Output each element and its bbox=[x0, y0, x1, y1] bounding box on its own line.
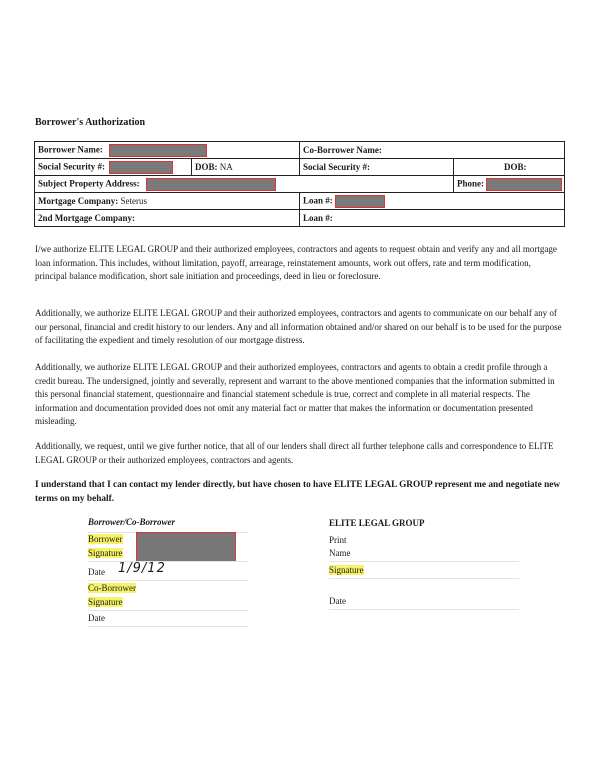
handwritten-date: 1/9/12 bbox=[118, 561, 166, 576]
paragraph-2: Additionally, we authorize ELITE LEGAL GROUP and their authorized employees, contractors and agents to communicate on our behalf any of our personal, financial and credit history to our lenders. Any and all information obtained and/or shared on our behalf is to be used for the purpose of facilitating the expedient and timely resolution of our mortgage distress. bbox=[35, 308, 562, 346]
coborrower-name-cell bbox=[300, 142, 565, 159]
paragraph-3: Additionally, we authorize ELITE LEGAL GROUP and their authorized employees, contractors and agents to obtain a credit profile through a credit bureau. The undersigned, jointly and severally, represent and warrant to the above mentioned companies that the information submitted in this personal financial statement, questionnaire and financial statement schedule is true, correct and complete in all material respects. The information and documentation provided does not omit any material fact or matter that makes the information or documentation presented misleading. bbox=[35, 362, 555, 427]
co-date-label: Date bbox=[88, 613, 105, 623]
ssn-cell bbox=[35, 159, 192, 176]
redaction-box bbox=[146, 178, 276, 191]
table-row bbox=[35, 142, 565, 159]
ssn-label: Social Security #: bbox=[38, 161, 105, 172]
paragraph-1: I/we authorize ELITE LEGAL GROUP and their authorized employees, contractors and agents to request obtain and verify any and all mortgage loan information. This includes, without limitation, payoff, arrearage, reinstatement amounts, work out offers, rate and term modification, principal balance modification, short sale initiation and proceedings, deed in lieu or foreclosure. bbox=[35, 244, 557, 282]
borrower-name-cell bbox=[35, 142, 300, 159]
borrower-label-line1 bbox=[88, 534, 123, 544]
name-label: Name bbox=[329, 548, 351, 558]
date-line bbox=[88, 580, 248, 581]
coborrower-signature-label: Signature bbox=[88, 597, 123, 607]
second-mortgage-label: 2nd Mortgage Company: bbox=[38, 213, 135, 223]
table-row bbox=[35, 193, 565, 210]
elite-signature-label-row bbox=[329, 565, 364, 575]
co-dob-label: DOB: bbox=[504, 162, 527, 172]
paragraph-4: Additionally, we request, until we give further notice, that all of our lenders shall direct all further telephone calls and correspondence to ELITE LEGAL GROUP or their authorized employees, contractors and agents. bbox=[35, 441, 554, 465]
property-address-label: Subject Property Address: bbox=[38, 178, 140, 189]
borrower-info-table bbox=[34, 141, 565, 227]
print-label: Print bbox=[329, 535, 347, 545]
mortgage-company-cell bbox=[35, 193, 300, 210]
right-date-label: Date bbox=[329, 596, 346, 606]
property-address-cell bbox=[35, 176, 454, 193]
elite-signature-label: Signature bbox=[329, 565, 364, 575]
borrower-name-label: Borrower Name: bbox=[38, 144, 103, 155]
second-mortgage-cell bbox=[35, 210, 300, 227]
representation-statement: I understand that I can contact my lender directly, but have chosen to have ELITE LEGAL GROUP represent me and negotiate new terms on my behalf. bbox=[35, 480, 561, 504]
redaction-box bbox=[109, 161, 173, 174]
date-line bbox=[88, 626, 248, 627]
redaction-box bbox=[109, 144, 207, 157]
loan1-cell bbox=[300, 193, 565, 210]
right-signature-heading: ELITE LEGAL GROUP bbox=[329, 518, 425, 528]
borrower-signature-label: Signature bbox=[88, 548, 123, 558]
dob-cell bbox=[192, 159, 300, 176]
redaction-box bbox=[335, 195, 385, 208]
co-dob-cell bbox=[454, 159, 565, 176]
table-row bbox=[35, 176, 565, 193]
borrower-label: Borrower bbox=[88, 534, 123, 544]
redacted-signature bbox=[136, 532, 236, 562]
dob-label: DOB: bbox=[195, 162, 218, 172]
loan2-label: Loan #: bbox=[303, 213, 333, 223]
name-line bbox=[329, 561, 519, 562]
left-signature-heading: Borrower/Co-Borrower bbox=[88, 517, 176, 527]
coborrower-label-line2 bbox=[88, 597, 123, 607]
mortgage-company-label: Mortgage Company: bbox=[38, 196, 119, 206]
coborrower-label-line1 bbox=[88, 583, 136, 593]
document-title: Borrower's Authorization bbox=[35, 117, 146, 128]
borrower-label-line2 bbox=[88, 548, 123, 558]
signature-line bbox=[88, 610, 248, 611]
co-ssn-cell bbox=[300, 159, 454, 176]
co-ssn-label: Social Security #: bbox=[303, 162, 370, 172]
coborrower-label: Co-Borrower bbox=[88, 583, 136, 593]
signature-line bbox=[88, 561, 248, 562]
table-row bbox=[35, 159, 565, 176]
mortgage-company-value: Seterus bbox=[120, 196, 147, 206]
loan2-cell bbox=[300, 210, 565, 227]
phone-label: Phone: bbox=[457, 178, 484, 189]
dob-value: NA bbox=[219, 162, 233, 172]
phone-cell bbox=[454, 176, 565, 193]
coborrower-name-label: Co-Borrower Name: bbox=[303, 145, 382, 155]
signature-line bbox=[329, 578, 519, 579]
table-row bbox=[35, 210, 565, 227]
date-line bbox=[329, 609, 519, 610]
redaction-box bbox=[486, 178, 562, 191]
loan1-label: Loan #: bbox=[303, 195, 333, 206]
date-label: Date bbox=[88, 567, 105, 577]
